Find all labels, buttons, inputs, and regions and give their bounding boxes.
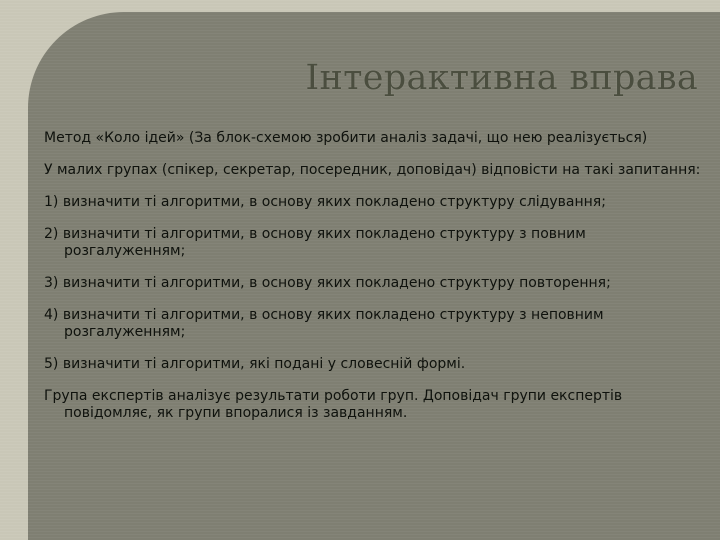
paragraph-task-1: 1) визначити ті алгоритми, в основу яких покладено структуру слідування; (44, 194, 606, 210)
paragraph-method: Метод «Коло ідей» (За блок-схемою зробити аналіз задачі, що нею реалізується) (44, 130, 648, 146)
slide-title: Інтерактивна вправа (305, 58, 698, 98)
paragraph-task-5: 5) визначити ті алгоритми, які подані у словесній формі. (44, 356, 466, 372)
paragraph-task-4: 4) визначити ті алгоритми, в основу яких покладено структуру з неповним розгалуженням; (44, 307, 604, 340)
paragraph-experts: Група експертів аналізує результати роботи груп. Доповідач групи експертів повідомляє, як групи впоралися із завданням. (44, 388, 623, 421)
slide-body (44, 130, 704, 437)
paragraph-task-3: 3) визначити ті алгоритми, в основу яких покладено структуру повторення; (44, 275, 611, 291)
paragraph-groups: У малих групах (спікер, секретар, посередник, доповідач) відповісти на такі запитання: (44, 162, 701, 178)
paragraph-task-2: 2) визначити ті алгоритми, в основу яких покладено структуру з повним розгалуженням; (44, 226, 586, 259)
